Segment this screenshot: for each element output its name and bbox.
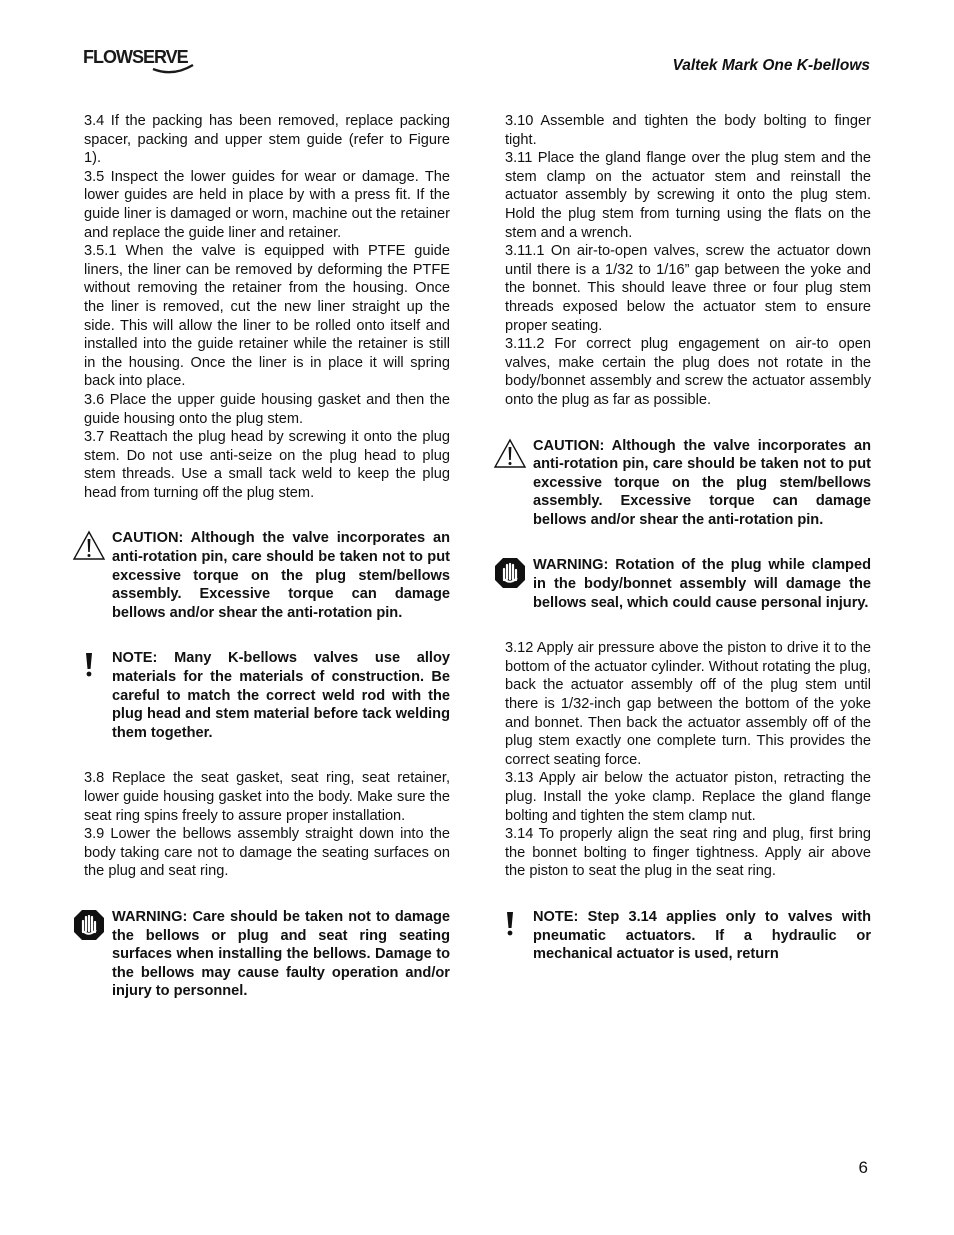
step-3-10: 3.10 Assemble and tighten the body bolting to finger tight.: [505, 113, 871, 148]
step-3-7: 3.7 Reattach the plug head by screwing it onto the plug stem. Do not use anti-seize on the plug head to plug stem threads. Use a small tack weld to keep the plug head from turning off the plug stem.: [84, 429, 450, 501]
step-3-5-1: 3.5.1 When the valve is equipped with PTFE guide liners, the liner can be removed by deforming the PTFE without removing the retainer from the housing. Once the liner is removed, cut the new liner straight up the side. This will allow the liner to be rolled onto itself and installed into the guide retainer while the retainer is still in the housing. Once the liner is in place it will spring back into place.: [84, 243, 450, 390]
exclamation-icon: [493, 908, 527, 942]
warning-callout: [84, 908, 450, 1001]
note-callout: [84, 649, 450, 742]
step-3-11-2: 3.11.2 For correct plug engagement on air-to open valves, make certain the plug does not rotate in the body/bonnet assembly and screw the actuator assembly onto the plug as far as possible.: [505, 336, 871, 408]
step-3-14: 3.14 To properly align the seat ring and plug, first bring the bonnet bolting to finger tightness. Apply air above the piston to seat the plug in the seat ring.: [505, 826, 871, 880]
hand-stop-icon: [72, 908, 106, 942]
hand-stop-icon: [493, 556, 527, 590]
caution-text: CAUTION: Although the valve incorporates an anti-rotation pin, care should be taken not to put excessive torque on the plug stem/bellows assembly. Excessive torque can damage bellows and/or shear the anti-rotation pin.: [533, 437, 871, 528]
warning-text: WARNING: Care should be taken not to damage the bellows or plug and seat ring seating surfaces when installing the bellows. Damage to the bellows may cause faulty operation and/or injury to personnel.: [112, 908, 450, 1000]
step-3-9: 3.9 Lower the bellows assembly straight down into the body taking care not to damage the seating surfaces on the plug and seat ring.: [84, 826, 450, 880]
caution-text: CAUTION: Although the valve incorporates an anti-rotation pin, care should be taken not to put excessive torque on the plug stem/bellows assembly. Excessive torque can damage bellows and/or shear the anti-rotation pin.: [112, 530, 450, 621]
flowserve-logo: [83, 41, 195, 77]
note-text: NOTE: Step 3.14 applies only to valves with pneumatic actuators. If a hydraulic or mechanical actuator is used, return: [533, 908, 871, 963]
note-callout: [505, 908, 871, 964]
left-column: [84, 112, 450, 1001]
step-3-8: 3.8 Replace the seat gasket, seat ring, seat retainer, lower guide housing gasket into the body. Make sure the seat ring spins freely to assure proper installation.: [84, 770, 450, 824]
step-3-11: 3.11 Place the gland flange over the plug stem and the stem clamp on the actuator stem and reinstall the actuator assembly by screwing it onto the plug stem. Hold the plug stem from turning using the flats on the stem and a wrench.: [505, 150, 871, 241]
step-3-12: 3.12 Apply air pressure above the piston to drive it to the bottom of the actuator cylinder. Without rotating the plug, back the actuator assembly off of the plug stem until there is 1/32-inch gap between the bottom of the yoke and bonnet. Then back the actuator assembly off of the plug stem exactly one complete turn. This provides the correct seating force.: [505, 640, 871, 768]
page-number: 6: [858, 1158, 868, 1177]
right-column: [505, 112, 871, 964]
step-3-4: 3.4 If the packing has been removed, replace packing spacer, packing and upper stem guide (refer to Figure 1).: [84, 113, 450, 167]
caution-callout: [84, 529, 450, 622]
caution-callout: [505, 437, 871, 530]
warning-text: WARNING: Rotation of the plug while clamped in the body/bonnet assembly will damage the bellows seal, which could cause personal injury.: [533, 557, 871, 611]
step-3-5: 3.5 Inspect the lower guides for wear or damage. The lower guides are held in place by with a press fit. If the guide liner is damaged or worn, machine out the retainer and replace the guide liner and retainer.: [84, 168, 450, 241]
document-title: Valtek Mark One K-bellows: [672, 57, 870, 74]
note-text: NOTE: Many K-bellows valves use alloy materials for the materials of construction. Be careful to match the correct weld rod with the plug head and stem material before tack welding them together.: [112, 650, 450, 741]
caution-triangle-icon: [493, 437, 527, 471]
logo-text: FLOWSERVE: [83, 47, 188, 67]
step-3-6: 3.6 Place the upper guide housing gasket and then the guide housing onto the plug stem.: [84, 391, 450, 427]
step-3-11-1: 3.11.1 On air-to-open valves, screw the actuator down until there is a 1/32 to 1/16” gap between the yoke and the bonnet. This should leave three or four plug stem threads exposed below the actuator stem to ensure proper seating.: [505, 243, 871, 334]
warning-callout: [505, 556, 871, 612]
exclamation-icon: [72, 649, 106, 683]
step-3-13: 3.13 Apply air below the actuator piston, retracting the plug. Install the yoke clamp. Replace the gland flange bolting and tighten the stem clamp nut.: [505, 770, 871, 824]
caution-triangle-icon: [72, 529, 106, 563]
